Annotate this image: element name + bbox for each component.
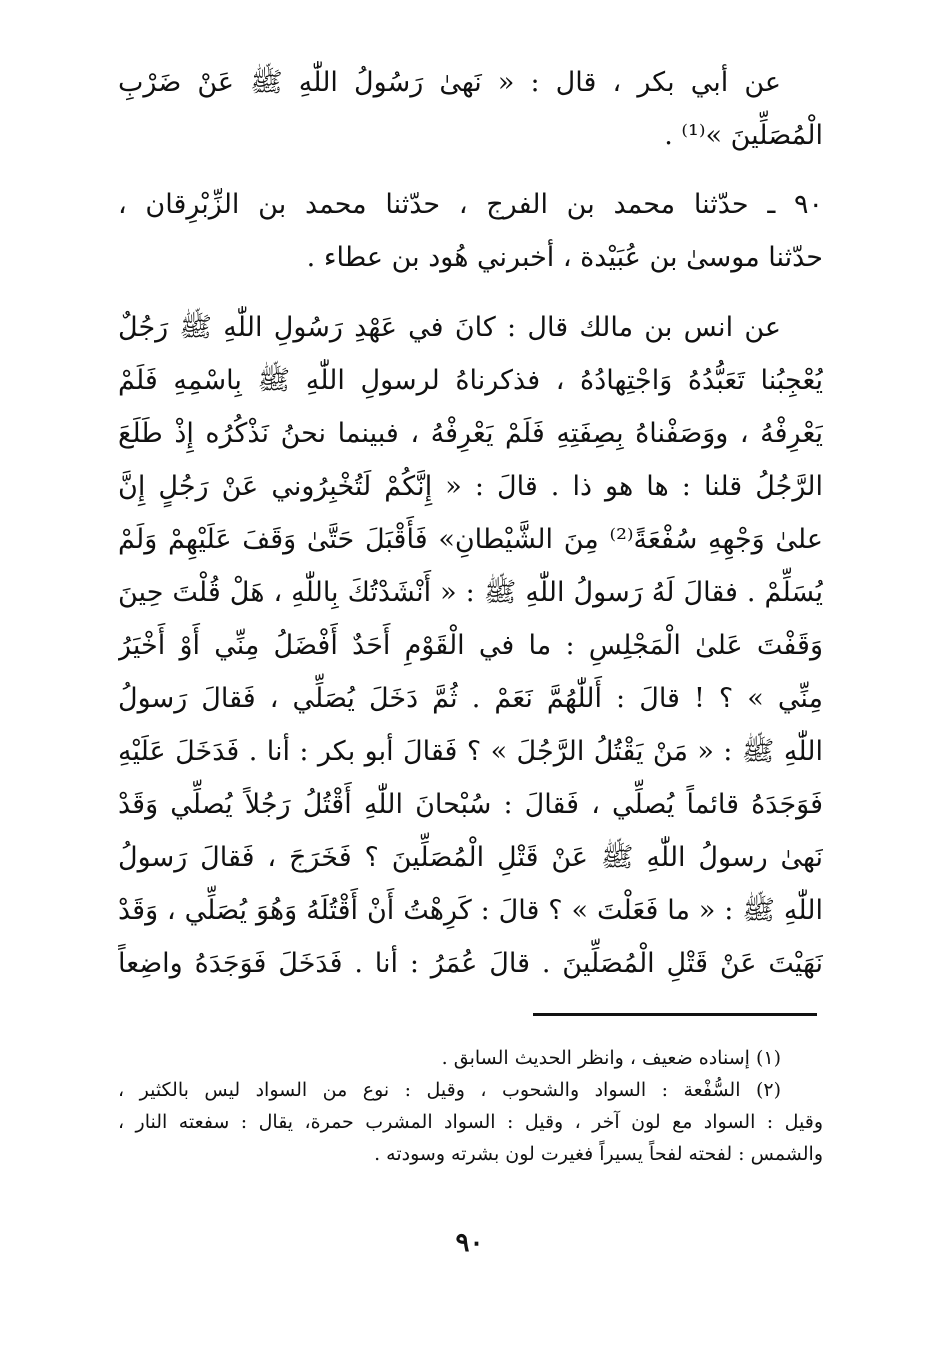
text-line: الرَّجُلُ قلنا : ها هو ذا . قالَ : « إِنَّكُمْ لَتُخْبِرُوني عَنْ رَجُلٍ إِنَّ [118, 471, 823, 502]
text-line: مِنِّي » ؟ ! قالَ : أَللّٰهُمَّ نَعَمْ . ثُمَّ دَخَلَ يُصَلِّي ، فَقالَ رَسولُ [118, 683, 823, 714]
paragraph-2 [118, 178, 823, 284]
footnote-1: (١) إسناده ضعيف ، وانظر الحديث السابق . [441, 1047, 781, 1069]
text-line: وَقَفْتَ عَلىٰ الْمَجْلِسِ : ما في الْقَوْمِ أَحَدٌ أَفْضَلُ مِنِّي أَوْ أَخْيَرُ [118, 630, 823, 661]
footnote-separator [533, 1013, 817, 1016]
text-line: عن انس بن مالك قال : كانَ في عَهْدِ رَسُولِ اللّٰهِ ﷺ رَجُلٌ [118, 312, 781, 343]
page-number: ٩٠ [455, 1228, 484, 1258]
text-line: حدّثنا موسىٰ بن عُبَيْدة ، أخبرني هُود بن عطاء . [306, 242, 823, 273]
text-line: علىٰ وَجْهِهِ سُفْعَةً⁽²⁾ مِنَ الشَّيْطانِ» فَأَقْبَلَ حَتَّىٰ وَقَفَ عَلَيْهِمْ وَلَمْ [118, 524, 823, 555]
footnote-2-continued: والشمس : لفحته لفحاً يسيراً فغيرت لون بشرته وسودته . [374, 1143, 823, 1165]
text-line: عن أبي بكر ، قال : « نَهىٰ رَسُولُ اللّٰهِ ﷺ عَنْ ضَرْبِ [118, 67, 781, 98]
text-line: فَوَجَدَهُ قائماً يُصلِّي ، فَقالَ : سُبْحانَ اللّٰهِ أَقْتُلُ رَجُلاً يُصلِّي وَقَدْ [118, 789, 823, 820]
text-line: يُعْجِبُنا تَعَبُّدُهُ وَاجْتِهادُهُ ، فذكرناهُ لرسولِ اللّٰهِ ﷺ بِاسْمِهِ فَلَمْ [118, 365, 823, 396]
text-line: يَعْرِفْهُ ، ووَصَفْناهُ بِصِفَتِهِ فَلَمْ يَعْرِفْهُ ، فبينما نحنُ نَذْكُرُه إِذْ طَلَعَ [118, 418, 823, 449]
footnote-2-continued: وقيل : السواد مع لون آخر ، وقيل : السواد المشرب حمرة، يقال : سفعته النار ، [118, 1111, 823, 1133]
footnote-2: (٢) السُّفْعة : السواد والشحوب ، وقيل : نوع من السواد ليس بالكثير ، [118, 1079, 781, 1101]
text-line: ٩٠ ـ حدّثنا محمد بن الفرج ، حدّثنا محمد بن الزِّبْرِقان ، [118, 189, 823, 220]
footnotes [118, 1042, 823, 1170]
text-line: يُسَلِّمْ . فقالَ لَهُ رَسولُ اللّٰهِ ﷺ : « أَنْشَدْتُكَ بِاللّٰهِ ، هَلْ قُلْتَ حِينَ [118, 577, 823, 608]
text-line: نَهىٰ رسولُ اللّٰهِ ﷺ عَنْ قَتْلِ الْمُصَلِّينَ ؟ فَخَرَجَ ، فَقالَ رَسولُ [118, 842, 823, 873]
text-line: اللّٰهِ ﷺ : « ما فَعَلْتَ » ؟ قالَ : كَرِهْتُ أَنْ أَقْتُلَهُ وَهُوَ يُصَلِّي ، وَقَدْ [118, 895, 823, 926]
paragraph-3 [118, 301, 823, 990]
text-line: الْمُصَلِّينَ »⁽¹⁾ . [664, 120, 823, 151]
text-line: نَهَيْتَ عَنْ قَتْلِ الْمُصَلِّينَ . قالَ عُمَرُ : أنا . فَدَخَلَ فَوَجَدَهُ واضِعاً [118, 948, 823, 979]
text-line: اللّٰهِ ﷺ : « مَنْ يَقْتُلُ الرَّجُلَ » ؟ فَقالَ أبو بكر : أنا . فَدَخَلَ عَلَيْهِ [118, 736, 823, 767]
paragraph-1 [118, 56, 823, 162]
